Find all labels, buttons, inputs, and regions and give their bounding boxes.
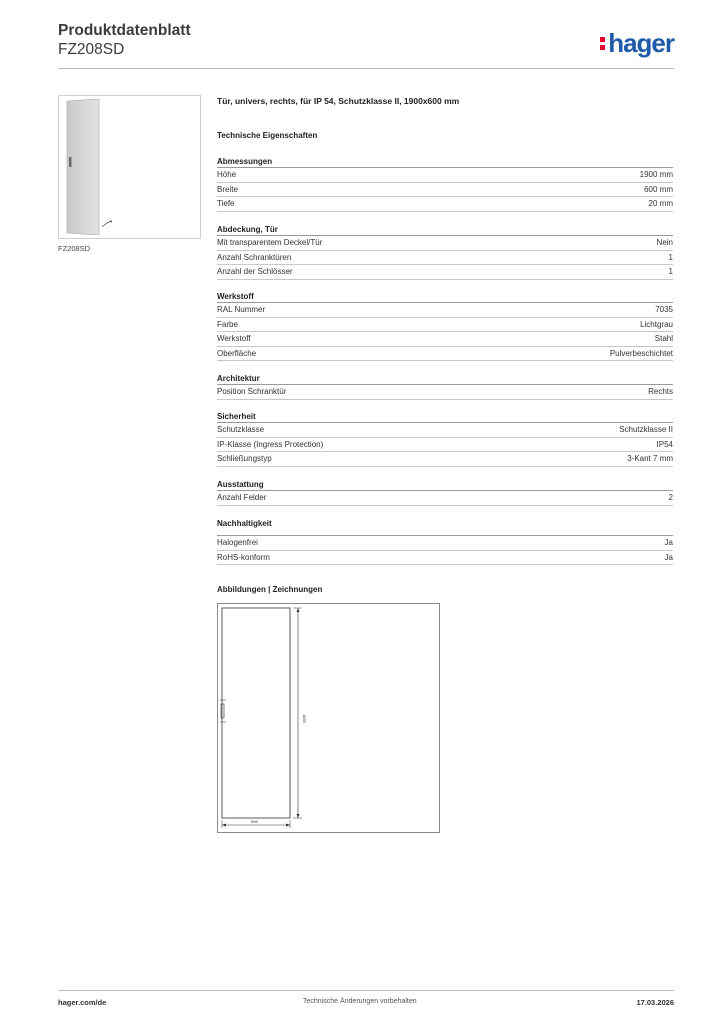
section-title: Architektur: [217, 373, 673, 385]
row-value: 2: [668, 493, 673, 502]
logo-text: hager: [608, 28, 674, 58]
section-sicherheit: [217, 411, 673, 467]
section-werkstoff: [217, 291, 673, 361]
thumbnail-caption: FZ208SD: [58, 244, 91, 253]
drawings-heading: Abbildungen | Zeichnungen: [217, 585, 323, 594]
row-value: Ja: [664, 538, 673, 547]
row-value: 7035: [655, 305, 673, 314]
door-drawing-icon: [218, 604, 439, 832]
row-label: Schließungstyp: [217, 454, 272, 464]
section-title: Abmessungen: [217, 156, 673, 168]
product-description: Tür, univers, rechts, für IP 54, Schutzklasse II, 1900x600 mm: [217, 96, 460, 106]
table-row: [217, 265, 673, 280]
table-row: [217, 423, 673, 438]
technical-drawing: [217, 603, 440, 833]
row-label: IP-Klasse (Ingress Protection): [217, 439, 324, 449]
row-label: Position Schranktür: [217, 387, 287, 396]
row-value: Schutzklasse II: [619, 425, 673, 434]
row-label: Oberfläche: [217, 348, 257, 358]
footer-disclaimer: Technische Änderungen vorbehalten: [303, 998, 417, 1005]
row-value: Rechts: [648, 387, 673, 396]
row-value: Lichtgrau: [640, 319, 673, 329]
section-architektur: [217, 373, 673, 400]
row-value: 1: [668, 267, 673, 277]
row-label: Anzahl der Schlösser: [217, 267, 293, 277]
table-row: [217, 236, 673, 251]
table-row: [217, 551, 673, 566]
table-row: [217, 318, 673, 333]
page-header: [58, 22, 674, 68]
section-title: Abdeckung, Tür: [217, 224, 673, 236]
row-value: Ja: [664, 552, 673, 562]
door-image-icon: [65, 99, 101, 235]
row-label: RoHS-konform: [217, 552, 270, 562]
row-label: Farbe: [217, 319, 238, 329]
dimension-height: 1895: [302, 714, 307, 723]
row-label: Breite: [217, 184, 238, 194]
row-value: 1: [668, 252, 673, 262]
table-row: [217, 491, 673, 506]
section-title: Sicherheit: [217, 411, 673, 423]
section-ausstattung: [217, 479, 673, 506]
section-nachhaltigkeit: [217, 518, 673, 565]
footer-divider: [58, 990, 674, 991]
row-value: 600 mm: [644, 184, 673, 194]
row-label: Tiefe: [217, 199, 235, 209]
row-value: Nein: [656, 238, 673, 247]
table-row: [217, 452, 673, 467]
row-value: Pulverbeschichtet: [609, 348, 673, 358]
section-title: Werkstoff: [217, 291, 673, 303]
table-row: [217, 197, 673, 212]
table-row: [217, 303, 673, 318]
row-value: Stahl: [654, 334, 673, 344]
dimension-width: 598: [251, 819, 258, 824]
logo-dots-icon: [600, 34, 606, 53]
row-label: Halogenfrei: [217, 538, 258, 547]
section-abmessungen: [217, 156, 673, 212]
row-value: 3-Kant 7 mm: [627, 454, 673, 464]
product-code: FZ208SD: [58, 41, 125, 58]
table-row: [217, 332, 673, 347]
footer-website-link[interactable]: hager.com/de: [58, 998, 107, 1007]
row-value: 20 mm: [648, 199, 673, 209]
row-label: Mit transparentem Deckel/Tür: [217, 238, 323, 247]
row-label: Schutzklasse: [217, 425, 265, 434]
table-row: [217, 438, 673, 453]
row-label: Anzahl Schranktüren: [217, 252, 292, 262]
row-label: Werkstoff: [217, 334, 251, 344]
section-title: Ausstattung: [217, 479, 673, 491]
product-thumbnail: [58, 95, 201, 239]
row-value: 1900 mm: [639, 170, 673, 179]
table-row: [217, 251, 673, 266]
table-row: [217, 347, 673, 362]
section-title: Nachhaltigkeit: [217, 518, 673, 536]
table-row: [217, 536, 673, 551]
row-label: Höhe: [217, 170, 237, 179]
header-divider: [58, 68, 674, 69]
table-row: [217, 168, 673, 183]
section-abdeckung-tuer: [217, 224, 673, 280]
page-title: Produktdatenblatt: [58, 22, 191, 39]
footer-date: 17.03.2026: [636, 998, 674, 1007]
table-row: [217, 183, 673, 198]
hager-logo[interactable]: [600, 30, 674, 56]
row-value: IP54: [656, 439, 673, 449]
technical-properties-heading: Technische Eigenschaften: [217, 131, 318, 140]
table-row: [217, 385, 673, 400]
hinge-icon: [101, 220, 113, 228]
row-label: RAL Nummer: [217, 305, 266, 314]
row-label: Anzahl Felder: [217, 493, 267, 502]
